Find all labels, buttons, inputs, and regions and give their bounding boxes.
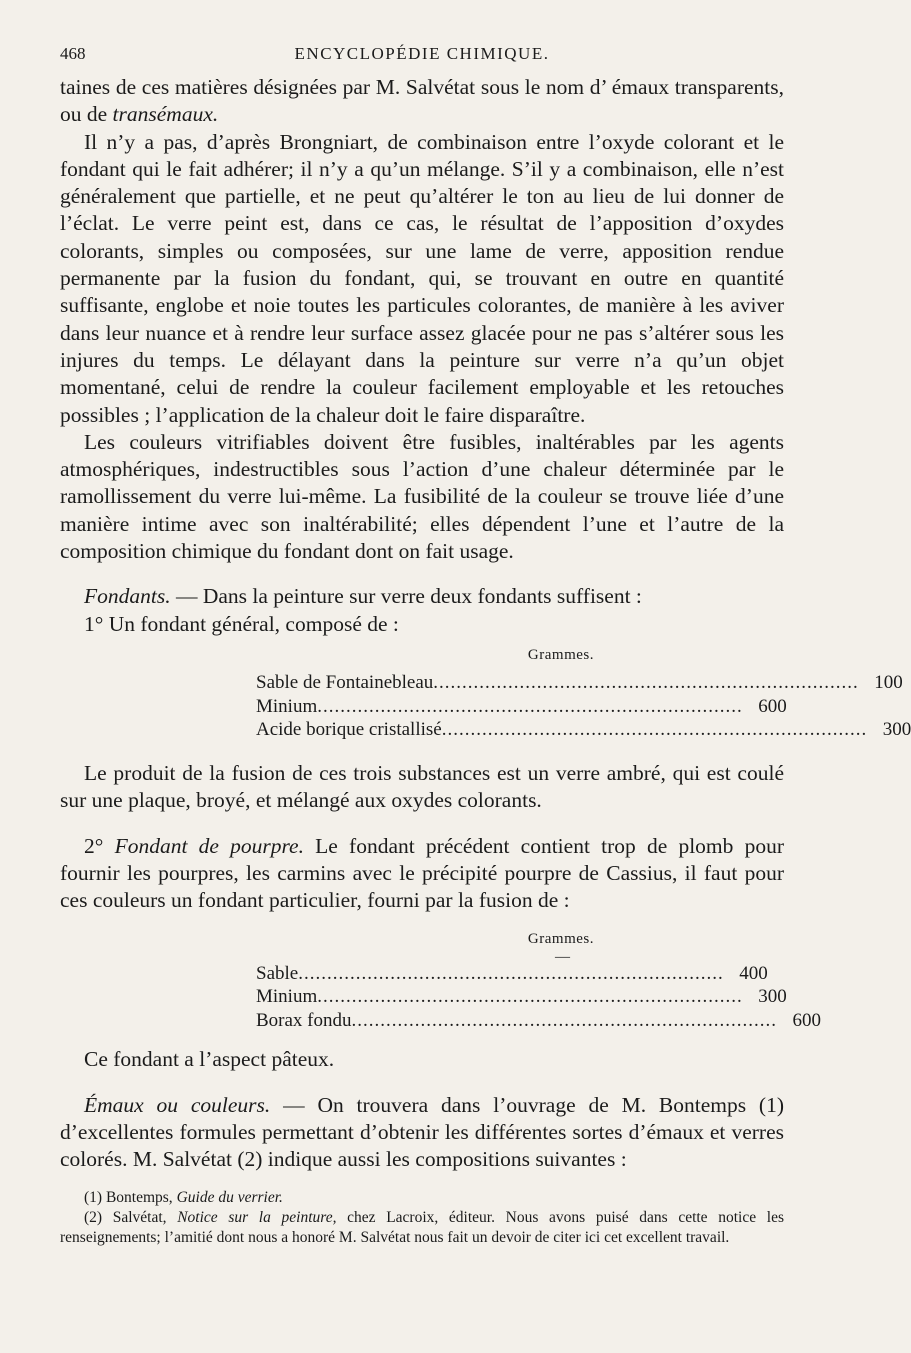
page (60, 38, 911, 1248)
recipe-row: Minium .......................................................................... 300 (256, 986, 787, 1008)
paragraph-aspect-pateux: Ce fondant a l’aspect pâteux. (84, 1047, 335, 1072)
paragraph-fondants: Fondants. — Dans la peinture sur verre deux fondants suffisent : (84, 584, 642, 609)
recipe-table-fondant-pourpre (256, 928, 822, 1032)
recipe-table-fondant-general (256, 644, 911, 742)
running-title: ENCYCLOPÉDIE CHIMIQUE. (294, 44, 550, 63)
recipe-row: Sable de Fontainebleau .......................................................................... 100 (256, 672, 903, 694)
paragraph-produit-fusion: Le produit de la fusion de ces trois substances est un verre ambré, qui est coulé sur une plaque, broyé, et mélangé aux oxydes colorants. (60, 760, 784, 813)
footnote-2: (2) Salvétat, Notice sur la peinture, chez Lacroix, éditeur. Nous avons puisé dans cette notice les renseignements; l’amitié dont nous a honoré M. Salvétat nous fait un devoir de citer ici cet excellent travail. (60, 1208, 784, 1246)
unit-label: Grammes. (527, 931, 594, 948)
unit-dash: — (555, 948, 570, 965)
paragraph-brongniart: Il n’y a pas, d’après Brongniart, de combinaison entre l’oxyde colorant et le fondant qui le fait adhérer; il n’y a qu’un mélange. S’il y a combinaison, elle n’est généralement que partielle, et ne peut qu’altérer le ton au lieu de lui donner de l’éclat. Le verre peint est, dans ce cas, le résultat de l’apposition d’oxydes colorants, simples ou composées, sur une lame de verre, apposition rendue permanente par la fusion du fondant, qui, se trouvant en outre en quantité suffisante, englobe et noie toutes les particules colorantes, de manière à les aviver dans leur nuance et à rendre leur surface assez glacée pour ne pas s’altérer sous les injures du temps. Le délayant dans la peinture sur verre n’a qu’un objet momentané, celui de rendre la couleur facilement employable et les retouches possibles ; l’application de la chaleur doit le faire disparaître. (60, 129, 784, 427)
footnotes (60, 1188, 784, 1248)
footnote-1: (1) Bontemps, Guide du verrier. (84, 1188, 283, 1206)
recipe-row: Borax fondu .......................................................................... 600 (256, 1009, 822, 1031)
recipe-row: Acide borique cristallisé .......................................................................... 300 (256, 719, 911, 741)
paragraph-transemaux: taines de ces matières désignées par M. Salvétat sous le nom d’ émaux transparents, ou de transémaux. (60, 75, 784, 127)
unit-label: Grammes. (527, 646, 594, 663)
paragraph-fondant-pourpre: 2° Fondant de pourpre. Le fondant précédent contient trop de plomb pour fournir les pourpres, les carmins avec le précipité pourpre de Cassius, il faut pour ces couleurs un fondant particulier, fourni par la fusion de : (60, 833, 784, 913)
page-number: 468 (60, 44, 86, 63)
paragraph-couleurs-vitrifiables: Les couleurs vitrifiables doivent être fusibles, inaltérables par les agents atmosphériques, indestructibles sous l’action d’une chaleur déterminée par le ramollissement du verre lui-même. La fusibilité de la couleur se trouve liée d’une manière intime avec son inaltérabilité; elles dépendent l’une et l’autre de la composition chimique du fondant dont on fait usage. (60, 429, 784, 564)
paragraph-emaux-couleurs: Émaux ou couleurs. — On trouvera dans l’ouvrage de M. Bontemps (1) d’excellentes formules permettant d’obtenir les différentes sortes d’émaux et verres colorés. M. Salvétat (2) indique aussi les compositions suivantes : (60, 1092, 784, 1172)
page-header (60, 38, 784, 74)
recipe-row: Sable .......................................................................... 400 (256, 962, 768, 984)
paragraph-fondant-general: 1° Un fondant général, composé de : (84, 611, 399, 636)
recipe-row: Minium .......................................................................... 600 (256, 695, 787, 717)
